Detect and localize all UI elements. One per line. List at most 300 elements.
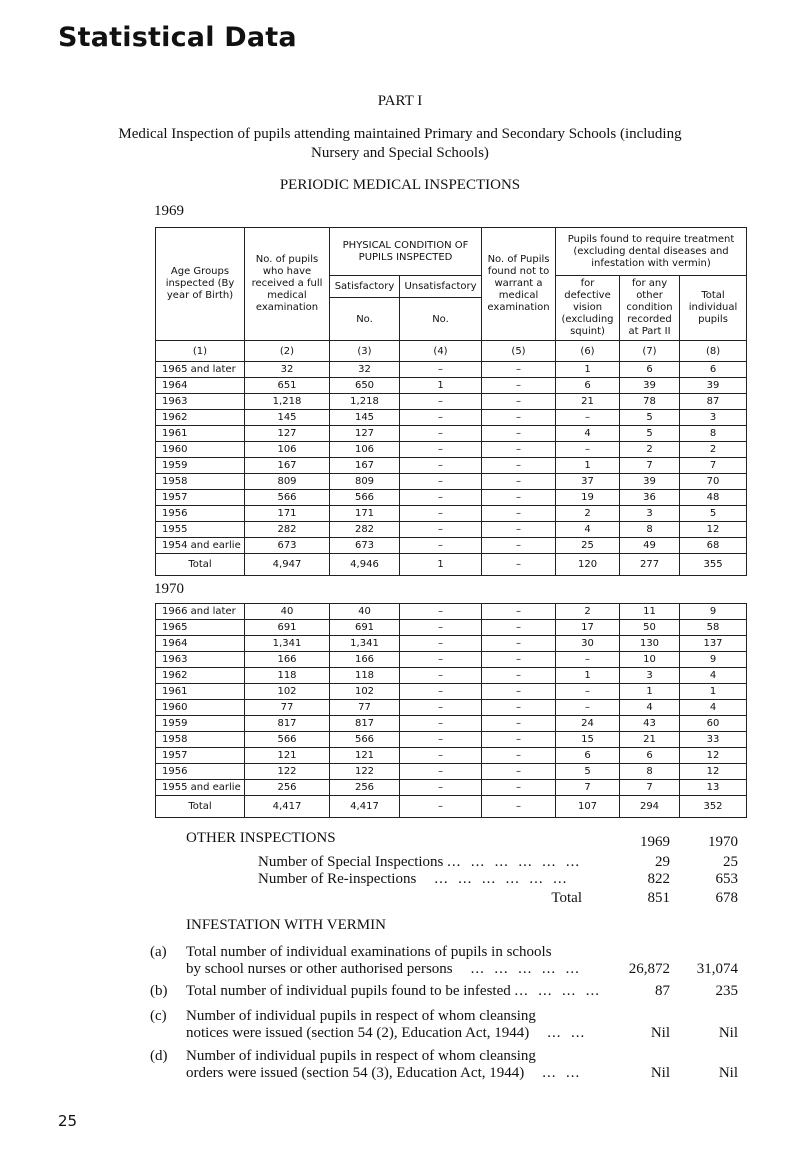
- header-other-condition: for any other condition recorded at Part II: [620, 276, 680, 341]
- table-row: [156, 620, 747, 636]
- vermin-letter-a: (a): [150, 944, 167, 960]
- special-1970: 25: [723, 854, 738, 870]
- value-cell: 171: [245, 506, 330, 522]
- value-cell: –: [400, 604, 482, 620]
- value-cell: –: [400, 474, 482, 490]
- value-cell: 7: [680, 458, 747, 474]
- header-unsatisfactory: Unsatisfactory: [400, 276, 482, 298]
- vermin-d-1969: Nil: [650, 1065, 670, 1081]
- special-inspections-label: Number of Special Inspections: [258, 854, 444, 870]
- value-cell: 1: [556, 362, 620, 378]
- value-cell: –: [400, 748, 482, 764]
- value-cell: 166: [330, 652, 400, 668]
- header-defective-vision: for defective vision (excluding squint): [556, 276, 620, 341]
- value-cell: –: [482, 732, 556, 748]
- value-cell: 1: [400, 378, 482, 394]
- value-cell: 68: [680, 538, 747, 554]
- other-inspections-title: OTHER INSPECTIONS: [186, 830, 336, 846]
- value-cell: 1: [556, 458, 620, 474]
- value-cell: –: [482, 668, 556, 684]
- value-cell: 121: [330, 748, 400, 764]
- value-cell: –: [482, 780, 556, 796]
- value-cell: –: [482, 474, 556, 490]
- age-group-cell: 1961: [156, 684, 245, 700]
- table-row: [156, 780, 747, 796]
- value-cell: 37: [556, 474, 620, 490]
- value-cell: –: [400, 426, 482, 442]
- vermin-c-1970: Nil: [718, 1025, 738, 1041]
- table-row: [156, 506, 747, 522]
- value-cell: 121: [245, 748, 330, 764]
- value-cell: –: [556, 410, 620, 426]
- value-cell: 1: [680, 684, 747, 700]
- age-group-cell: 1962: [156, 410, 245, 426]
- value-cell: –: [482, 652, 556, 668]
- age-group-cell: 1959: [156, 716, 245, 732]
- value-cell: 7: [620, 780, 680, 796]
- value-cell: 1,341: [330, 636, 400, 652]
- age-group-cell: 1958: [156, 732, 245, 748]
- table-row: [156, 748, 747, 764]
- value-cell: 145: [330, 410, 400, 426]
- vermin-b-row: Total number of individual pupils found to be infested ... ... ... ...: [186, 983, 600, 999]
- age-group-cell: 1957: [156, 748, 245, 764]
- value-cell: 256: [245, 780, 330, 796]
- header-not-warrant: No. of Pupils found not to warrant a medical examination: [482, 228, 556, 341]
- vermin-c-line2: notices were issued (section 54 (2), Education Act, 1944): [186, 1025, 530, 1041]
- value-cell: –: [482, 684, 556, 700]
- age-group-cell: 1958: [156, 474, 245, 490]
- col-number: (4): [400, 341, 482, 362]
- value-cell: 1,341: [245, 636, 330, 652]
- special-1969: 29: [655, 854, 670, 870]
- table-row: [156, 700, 747, 716]
- value-cell: 10: [620, 652, 680, 668]
- value-cell: 4: [680, 700, 747, 716]
- total-value-cell: 294: [620, 796, 680, 818]
- value-cell: 122: [330, 764, 400, 780]
- vermin-a-line1: Total number of individual examinations of pupils in schools: [186, 944, 552, 960]
- value-cell: –: [400, 764, 482, 780]
- value-cell: –: [400, 410, 482, 426]
- subtitle-line-1: Medical Inspection of pupils attending maintained Primary and Secondary Schools (including: [118, 126, 682, 142]
- value-cell: 809: [245, 474, 330, 490]
- total-value-cell: 4,947: [245, 554, 330, 576]
- value-cell: 106: [245, 442, 330, 458]
- table-row: [156, 684, 747, 700]
- value-cell: 33: [680, 732, 747, 748]
- value-cell: –: [400, 442, 482, 458]
- age-group-cell: 1961: [156, 426, 245, 442]
- value-cell: 9: [680, 604, 747, 620]
- value-cell: –: [400, 490, 482, 506]
- value-cell: –: [482, 506, 556, 522]
- table-row: [156, 652, 747, 668]
- value-cell: 77: [245, 700, 330, 716]
- year-1970-label: 1970: [154, 581, 184, 597]
- value-cell: 21: [620, 732, 680, 748]
- total-value-cell: –: [400, 796, 482, 818]
- total-value-cell: 4,417: [330, 796, 400, 818]
- special-inspections-row: Number of Special Inspections ... ... ... ... ... ...: [258, 854, 581, 870]
- value-cell: 1,218: [245, 394, 330, 410]
- vermin-a-line2-row: by school nurses or other authorised persons ... ... ... ... ...: [186, 961, 580, 977]
- vermin-letter-b: (b): [150, 983, 168, 999]
- value-cell: –: [482, 394, 556, 410]
- value-cell: 650: [330, 378, 400, 394]
- table-row: [156, 668, 747, 684]
- value-cell: 40: [330, 604, 400, 620]
- other-total-1969: 851: [647, 890, 670, 906]
- age-group-cell: 1964: [156, 378, 245, 394]
- value-cell: 48: [680, 490, 747, 506]
- total-value-cell: –: [482, 796, 556, 818]
- age-group-cell: 1955: [156, 522, 245, 538]
- value-cell: –: [482, 716, 556, 732]
- col-number: (2): [245, 341, 330, 362]
- value-cell: 1: [556, 668, 620, 684]
- value-cell: –: [482, 410, 556, 426]
- total-value-cell: 352: [680, 796, 747, 818]
- vermin-c-line1: Number of individual pupils in respect of whom cleansing: [186, 1008, 536, 1024]
- value-cell: 11: [620, 604, 680, 620]
- table-row: [156, 522, 747, 538]
- age-group-cell: 1960: [156, 700, 245, 716]
- value-cell: 6: [620, 748, 680, 764]
- table-row: [156, 426, 747, 442]
- value-cell: 102: [330, 684, 400, 700]
- vermin-letter-d: (d): [150, 1048, 168, 1064]
- value-cell: 24: [556, 716, 620, 732]
- value-cell: 167: [245, 458, 330, 474]
- vermin-b-1970: 235: [715, 983, 738, 999]
- table-row: [156, 604, 747, 620]
- age-group-cell: 1966 and later: [156, 604, 245, 620]
- table-row: [156, 362, 747, 378]
- section-title: PERIODIC MEDICAL INSPECTIONS: [279, 177, 521, 193]
- value-cell: 49: [620, 538, 680, 554]
- value-cell: 809: [330, 474, 400, 490]
- table-row: [156, 490, 747, 506]
- vermin-c-1969: Nil: [650, 1025, 670, 1041]
- value-cell: 673: [330, 538, 400, 554]
- value-cell: 4: [556, 522, 620, 538]
- value-cell: 118: [330, 668, 400, 684]
- value-cell: 15: [556, 732, 620, 748]
- age-group-cell: 1964: [156, 636, 245, 652]
- value-cell: 8: [680, 426, 747, 442]
- value-cell: 566: [330, 732, 400, 748]
- value-cell: 5: [620, 410, 680, 426]
- age-group-cell: 1954 and earlie: [156, 538, 245, 554]
- value-cell: 4: [556, 426, 620, 442]
- value-cell: –: [400, 458, 482, 474]
- value-cell: –: [482, 620, 556, 636]
- total-label-cell: Total: [156, 554, 245, 576]
- reinspections-row: Number of Re-inspections ... ... ... ... ... ...: [258, 871, 568, 887]
- age-group-cell: 1959: [156, 458, 245, 474]
- value-cell: 19: [556, 490, 620, 506]
- value-cell: –: [482, 636, 556, 652]
- value-cell: 6: [680, 362, 747, 378]
- age-group-cell: 1957: [156, 490, 245, 506]
- value-cell: 817: [330, 716, 400, 732]
- value-cell: 651: [245, 378, 330, 394]
- age-group-cell: 1956: [156, 506, 245, 522]
- value-cell: 691: [330, 620, 400, 636]
- age-group-cell: 1963: [156, 652, 245, 668]
- col-number: (8): [680, 341, 747, 362]
- header-no-satisfactory: No.: [330, 298, 400, 341]
- value-cell: –: [482, 748, 556, 764]
- col-number: (5): [482, 341, 556, 362]
- reinspections-1970: 653: [715, 871, 738, 887]
- total-label-cell: Total: [156, 796, 245, 818]
- table-row: [156, 474, 747, 490]
- value-cell: 8: [620, 522, 680, 538]
- value-cell: 70: [680, 474, 747, 490]
- year-1969-label: 1969: [154, 203, 184, 219]
- value-cell: 12: [680, 748, 747, 764]
- value-cell: –: [482, 378, 556, 394]
- total-value-cell: 355: [680, 554, 747, 576]
- value-cell: –: [400, 506, 482, 522]
- value-cell: 3: [680, 410, 747, 426]
- header-treatment: Pupils found to require treatment (excluding dental diseases and infestation with vermin): [556, 228, 747, 276]
- value-cell: –: [400, 780, 482, 796]
- vermin-c-line2-row: notices were issued (section 54 (2), Education Act, 1944) ... ...: [186, 1025, 586, 1041]
- value-cell: –: [400, 620, 482, 636]
- value-cell: 817: [245, 716, 330, 732]
- value-cell: 40: [245, 604, 330, 620]
- total-value-cell: –: [482, 554, 556, 576]
- value-cell: –: [400, 522, 482, 538]
- value-cell: –: [400, 700, 482, 716]
- value-cell: 32: [330, 362, 400, 378]
- vermin-d-line2-row: orders were issued (section 54 (3), Education Act, 1944) ... ...: [186, 1065, 581, 1081]
- vermin-b-1969: 87: [655, 983, 670, 999]
- total-value-cell: 120: [556, 554, 620, 576]
- table-row: [156, 716, 747, 732]
- value-cell: 39: [620, 474, 680, 490]
- value-cell: 5: [620, 426, 680, 442]
- value-cell: 118: [245, 668, 330, 684]
- value-cell: 137: [680, 636, 747, 652]
- value-cell: 25: [556, 538, 620, 554]
- col-number: (6): [556, 341, 620, 362]
- vermin-a-1970: 31,074: [696, 961, 738, 977]
- value-cell: –: [400, 668, 482, 684]
- table-1969: [155, 227, 747, 576]
- other-total-1970: 678: [715, 890, 738, 906]
- value-cell: 3: [620, 668, 680, 684]
- value-cell: –: [482, 764, 556, 780]
- table-row: [156, 458, 747, 474]
- value-cell: 1,218: [330, 394, 400, 410]
- value-cell: 673: [245, 538, 330, 554]
- value-cell: –: [400, 394, 482, 410]
- value-cell: 167: [330, 458, 400, 474]
- value-cell: 58: [680, 620, 747, 636]
- header-no-unsatisfactory: No.: [400, 298, 482, 341]
- col-number: (1): [156, 341, 245, 362]
- header-physical-condition: PHYSICAL CONDITION OF PUPILS INSPECTED: [330, 228, 482, 276]
- value-cell: –: [482, 538, 556, 554]
- age-group-cell: 1956: [156, 764, 245, 780]
- value-cell: 60: [680, 716, 747, 732]
- other-col-1969: 1969: [640, 834, 670, 850]
- value-cell: 6: [620, 362, 680, 378]
- value-cell: –: [400, 652, 482, 668]
- header-age-groups: Age Groups inspected (By year of Birth): [156, 228, 245, 341]
- value-cell: –: [400, 362, 482, 378]
- header-num-pupils: No. of pupils who have received a full medical examination: [245, 228, 330, 341]
- value-cell: 8: [620, 764, 680, 780]
- value-cell: 7: [620, 458, 680, 474]
- value-cell: 6: [556, 378, 620, 394]
- vermin-a-line2: by school nurses or other authorised persons: [186, 961, 453, 977]
- vermin-title: INFESTATION WITH VERMIN: [186, 917, 386, 933]
- value-cell: –: [482, 362, 556, 378]
- value-cell: –: [482, 522, 556, 538]
- value-cell: 12: [680, 764, 747, 780]
- value-cell: 6: [556, 748, 620, 764]
- value-cell: 2: [556, 506, 620, 522]
- value-cell: 145: [245, 410, 330, 426]
- vermin-b-line1: Total number of individual pupils found to be infested: [186, 983, 511, 999]
- total-row: [156, 554, 747, 576]
- value-cell: 282: [330, 522, 400, 538]
- value-cell: –: [482, 426, 556, 442]
- value-cell: 9: [680, 652, 747, 668]
- value-cell: –: [482, 458, 556, 474]
- subtitle-line-2: Nursery and Special Schools): [311, 145, 489, 161]
- total-row: [156, 796, 747, 818]
- total-value-cell: 4,417: [245, 796, 330, 818]
- value-cell: 5: [556, 764, 620, 780]
- value-cell: 4: [680, 668, 747, 684]
- value-cell: –: [482, 490, 556, 506]
- part-label: PART I: [377, 93, 423, 109]
- age-group-cell: 1963: [156, 394, 245, 410]
- reinspections-label: Number of Re-inspections: [258, 871, 417, 887]
- table-1970: [155, 603, 747, 818]
- value-cell: 5: [680, 506, 747, 522]
- age-group-cell: 1955 and earlie: [156, 780, 245, 796]
- table-row: [156, 538, 747, 554]
- total-value-cell: 1: [400, 554, 482, 576]
- value-cell: –: [400, 716, 482, 732]
- total-value-cell: 4,946: [330, 554, 400, 576]
- value-cell: –: [400, 684, 482, 700]
- value-cell: 43: [620, 716, 680, 732]
- value-cell: 50: [620, 620, 680, 636]
- value-cell: –: [556, 700, 620, 716]
- value-cell: –: [556, 442, 620, 458]
- value-cell: 77: [330, 700, 400, 716]
- total-value-cell: 107: [556, 796, 620, 818]
- age-group-cell: 1962: [156, 668, 245, 684]
- value-cell: –: [400, 538, 482, 554]
- value-cell: –: [482, 604, 556, 620]
- value-cell: 566: [245, 490, 330, 506]
- value-cell: 12: [680, 522, 747, 538]
- vermin-a-1969: 26,872: [628, 961, 670, 977]
- total-value-cell: 277: [620, 554, 680, 576]
- value-cell: 122: [245, 764, 330, 780]
- value-cell: –: [556, 652, 620, 668]
- reinspections-1969: 822: [647, 871, 670, 887]
- value-cell: 13: [680, 780, 747, 796]
- age-group-cell: 1965: [156, 620, 245, 636]
- value-cell: 87: [680, 394, 747, 410]
- col-number: (7): [620, 341, 680, 362]
- value-cell: 39: [680, 378, 747, 394]
- value-cell: 282: [245, 522, 330, 538]
- value-cell: 36: [620, 490, 680, 506]
- other-total-label: Total: [551, 890, 582, 906]
- value-cell: 171: [330, 506, 400, 522]
- value-cell: –: [556, 684, 620, 700]
- value-cell: 2: [680, 442, 747, 458]
- value-cell: 256: [330, 780, 400, 796]
- value-cell: 2: [556, 604, 620, 620]
- col-number: (3): [330, 341, 400, 362]
- value-cell: –: [400, 636, 482, 652]
- vermin-d-line2: orders were issued (section 54 (3), Education Act, 1944): [186, 1065, 525, 1081]
- value-cell: 2: [620, 442, 680, 458]
- value-cell: 102: [245, 684, 330, 700]
- table-row: [156, 732, 747, 748]
- table-row: [156, 636, 747, 652]
- value-cell: 17: [556, 620, 620, 636]
- value-cell: –: [482, 442, 556, 458]
- value-cell: –: [400, 732, 482, 748]
- value-cell: 166: [245, 652, 330, 668]
- value-cell: 127: [330, 426, 400, 442]
- vermin-letter-c: (c): [150, 1008, 167, 1024]
- age-group-cell: 1965 and later: [156, 362, 245, 378]
- value-cell: 566: [330, 490, 400, 506]
- page-heading: Statistical Data: [58, 22, 297, 53]
- value-cell: 4: [620, 700, 680, 716]
- value-cell: 32: [245, 362, 330, 378]
- value-cell: 127: [245, 426, 330, 442]
- value-cell: 130: [620, 636, 680, 652]
- vermin-d-1970: Nil: [718, 1065, 738, 1081]
- value-cell: 1: [620, 684, 680, 700]
- table-row: [156, 394, 747, 410]
- other-col-1970: 1970: [708, 834, 738, 850]
- table-row: [156, 442, 747, 458]
- value-cell: 566: [245, 732, 330, 748]
- age-group-cell: 1960: [156, 442, 245, 458]
- column-number-row: [156, 341, 747, 362]
- value-cell: 21: [556, 394, 620, 410]
- page-number: 25: [58, 1112, 78, 1130]
- table-row: [156, 764, 747, 780]
- table-row: [156, 378, 747, 394]
- header-satisfactory: Satisfactory: [330, 276, 400, 298]
- table-row: [156, 410, 747, 426]
- value-cell: 39: [620, 378, 680, 394]
- value-cell: 106: [330, 442, 400, 458]
- header-total-individual: Total individual pupils: [680, 276, 747, 341]
- value-cell: –: [482, 700, 556, 716]
- value-cell: 691: [245, 620, 330, 636]
- value-cell: 3: [620, 506, 680, 522]
- value-cell: 7: [556, 780, 620, 796]
